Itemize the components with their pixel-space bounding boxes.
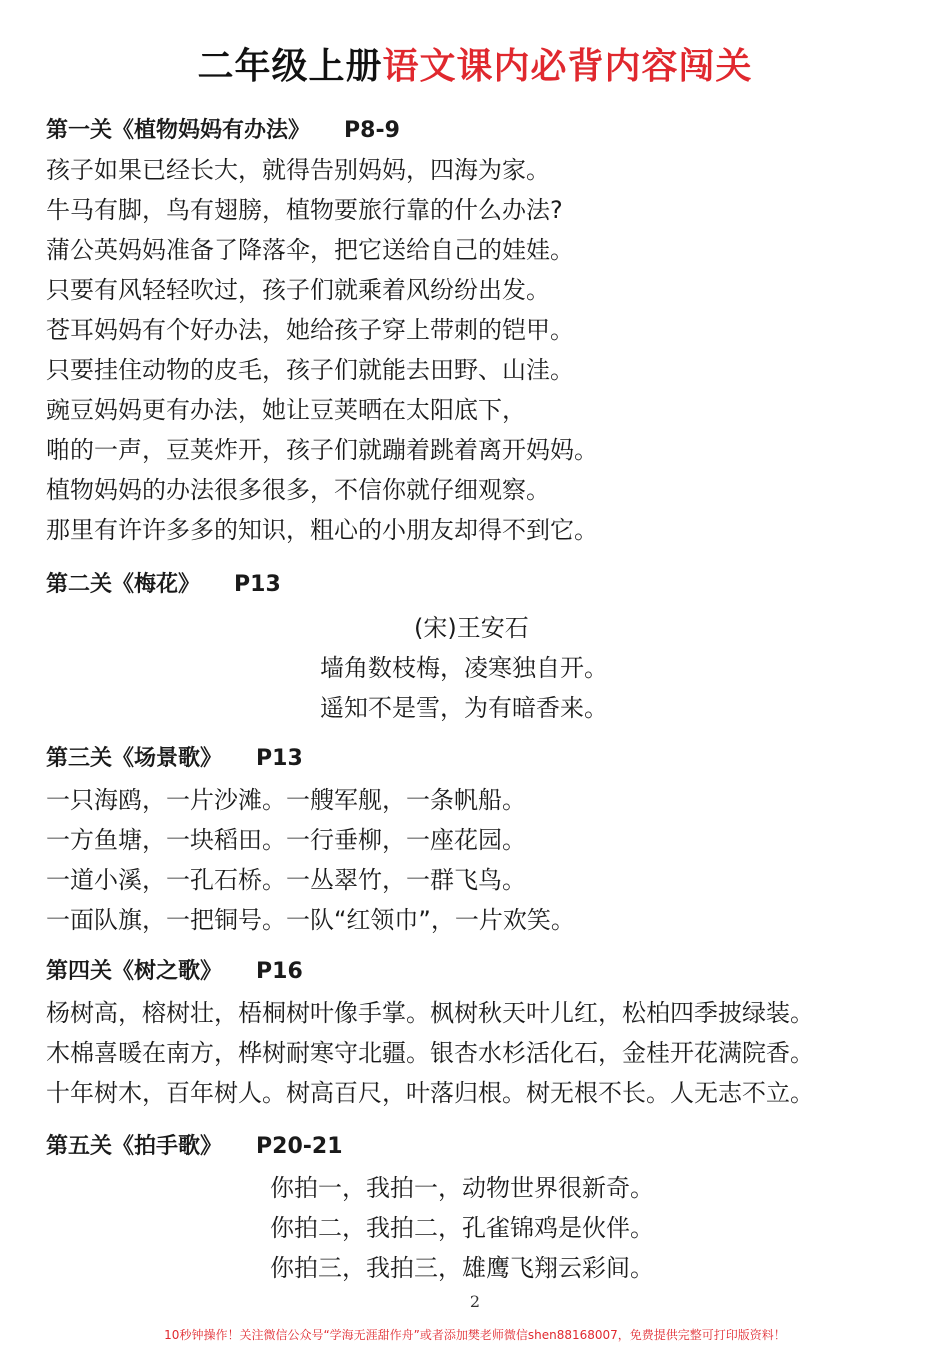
section-2 <box>46 570 926 728</box>
section-heading <box>46 957 926 987</box>
page-ref: P16 <box>256 959 303 984</box>
text-line: 那里有许许多多的知识，粗心的小朋友却得不到它。 <box>46 516 598 544</box>
poem-lines <box>46 608 926 728</box>
page-number: 2 <box>469 1292 481 1311</box>
chant-line: 你拍三，我拍三，雄鹰飞翔云彩间。 <box>270 1254 654 1282</box>
section-title: 第三关《场景歌》 <box>46 746 223 771</box>
chant-lines <box>46 1168 926 1288</box>
poem-author: (宋)王安石 <box>414 614 529 642</box>
text-line: 一面队旗，一把铜号。一队“红领巾”，一片欢笑。 <box>46 906 575 934</box>
chant-line: 你拍二，我拍二，孔雀锦鸡是伙伴。 <box>270 1214 654 1242</box>
text-line: 木棉喜暖在南方，桦树耐寒守北疆。银杏水杉活化石，金桂开花满院香。 <box>46 1039 814 1067</box>
text-line: 豌豆妈妈更有办法，她让豆荚晒在太阳底下， <box>46 396 526 424</box>
text-line: 蒲公英妈妈准备了降落伞，把它送给自己的娃娃。 <box>46 236 574 264</box>
text-line: 十年树木，百年树人。树高百尺，叶落归根。树无根不长。人无志不立。 <box>46 1079 814 1107</box>
section-5 <box>46 1132 926 1288</box>
page-ref: P8-9 <box>344 118 400 143</box>
text-line: 一道小溪，一孔石桥。一丛翠竹，一群飞鸟。 <box>46 866 526 894</box>
section-1 <box>46 116 926 550</box>
section-heading <box>46 1132 926 1162</box>
page-title <box>0 42 950 92</box>
text-line: 一方鱼塘，一块稻田。一行垂柳，一座花园。 <box>46 826 526 854</box>
page-ref: P20-21 <box>256 1134 343 1159</box>
text-line: 只要有风轻轻吹过，孩子们就乘着风纷纷出发。 <box>46 276 550 304</box>
section-heading <box>46 570 926 600</box>
section-3 <box>46 744 926 940</box>
text-lines <box>46 150 926 550</box>
text-line: 植物妈妈的办法很多很多，不信你就仔细观察。 <box>46 476 550 504</box>
title-part-grade: 二年级上册 <box>197 46 383 87</box>
text-line: 一只海鸥，一片沙滩。一艘军舰，一条帆船。 <box>46 786 526 814</box>
text-line: 牛马有脚，鸟有翅膀，植物要旅行靠的什么办法? <box>46 196 563 224</box>
poem-line: 墙角数枝梅，凌寒独自开。 <box>320 654 608 682</box>
poem-line: 遥知不是雪，为有暗香来。 <box>320 694 608 722</box>
section-4 <box>46 957 926 1113</box>
section-title: 第一关《植物妈妈有办法》 <box>46 118 311 143</box>
text-line: 孩子如果已经长大，就得告别妈妈，四海为家。 <box>46 156 550 184</box>
footer-note: 10秒钟操作！关注微信公众号“学海无涯甜作舟”或者添加樊老师微信shen88168007，免费提供完整可打印版资料！ <box>164 1328 786 1342</box>
page-ref: P13 <box>234 572 281 597</box>
section-title: 第二关《梅花》 <box>46 572 201 597</box>
section-title: 第五关《拍手歌》 <box>46 1134 223 1159</box>
text-lines <box>46 993 926 1113</box>
text-line: 杨树高，榕树壮，梧桐树叶像手掌。枫树秋天叶儿红，松柏四季披绿装。 <box>46 999 814 1027</box>
title-part-subject: 语文课内必背内容闯关 <box>382 46 753 87</box>
section-title: 第四关《树之歌》 <box>46 959 223 984</box>
section-heading <box>46 744 926 774</box>
text-line: 苍耳妈妈有个好办法，她给孩子穿上带刺的铠甲。 <box>46 316 574 344</box>
page-ref: P13 <box>256 746 303 771</box>
text-lines <box>46 780 926 940</box>
text-line: 啪的一声，豆荚炸开，孩子们就蹦着跳着离开妈妈。 <box>46 436 598 464</box>
text-line: 只要挂住动物的皮毛，孩子们就能去田野、山洼。 <box>46 356 574 384</box>
section-heading <box>46 116 926 146</box>
chant-line: 你拍一，我拍一，动物世界很新奇。 <box>270 1174 654 1202</box>
